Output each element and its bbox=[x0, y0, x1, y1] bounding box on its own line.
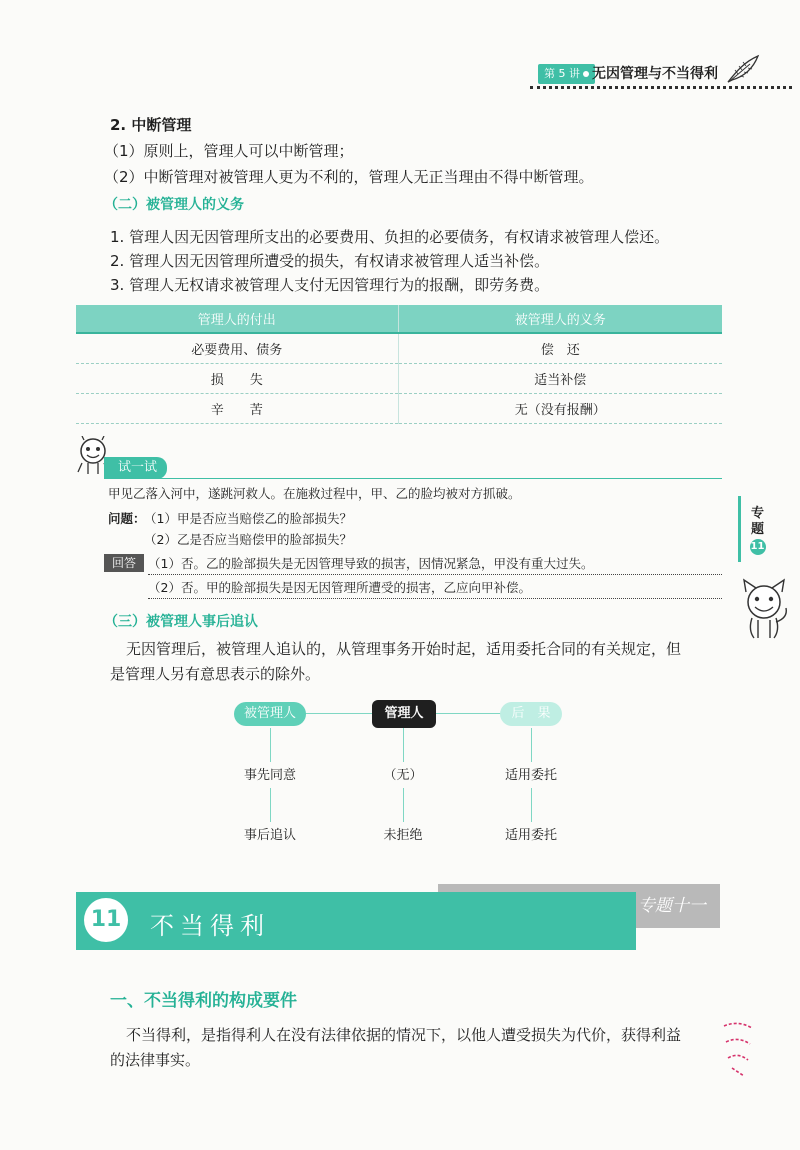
duties-item-2: 2. 管理人因无因管理所遭受的损失，有权请求被管理人适当补偿。 bbox=[110, 252, 550, 270]
section-one-para-line2: 的法律事实。 bbox=[110, 1051, 201, 1069]
table-cell: 损 失 bbox=[76, 363, 398, 393]
section-one-heading: 一、不当得利的构成要件 bbox=[110, 991, 297, 1011]
duties-item-1: 1. 管理人因无因管理所支出的必要费用、负担的必要债务，有权请求被管理人偿还。 bbox=[110, 228, 670, 246]
table-cell: 偿 还 bbox=[398, 333, 722, 363]
flow-line bbox=[270, 788, 271, 822]
table-row bbox=[76, 393, 722, 423]
chapter-tag: 第 5 讲 bbox=[538, 64, 595, 84]
table-cell: 适当补偿 bbox=[398, 363, 722, 393]
flow-head-manager: 管理人 bbox=[372, 700, 436, 728]
answer-dotted-rule bbox=[148, 574, 722, 575]
flow-head-principal: 被管理人 bbox=[234, 702, 306, 726]
question-1: （1）甲是否应当赔偿乙的脸部损失？ bbox=[144, 511, 352, 526]
flow-line bbox=[531, 728, 532, 762]
table-header-principal: 被管理人的义务 bbox=[398, 305, 722, 333]
flow-node: 事后追认 bbox=[243, 828, 296, 843]
duties-item-3: 3. 管理人无权请求被管理人支付无因管理行为的报酬，即劳务费。 bbox=[110, 276, 550, 294]
flow-node: 未拒绝 bbox=[383, 828, 423, 843]
flow-line bbox=[270, 728, 271, 762]
flow-head-consequence: 后 果 bbox=[500, 702, 562, 726]
running-header-title: 无因管理与不当得利 bbox=[592, 66, 718, 82]
try-it-rule bbox=[104, 478, 722, 479]
flow-line bbox=[531, 788, 532, 822]
ratify-para-line1: 无因管理后，被管理人追认的，从管理事务开始时起，适用委托合同的有关规定，但 bbox=[126, 640, 682, 658]
chapter-banner-label: 专题十一 bbox=[438, 884, 720, 928]
ratify-para-line2: 是管理人另有意思表示的除外。 bbox=[110, 665, 321, 683]
chapter-title: 不当得利 bbox=[150, 912, 270, 940]
answer-badge: 回答 bbox=[104, 554, 144, 572]
question-label: 问题： bbox=[108, 511, 146, 526]
flow-node: 适用委托 bbox=[504, 768, 557, 783]
chapter-number: 11 bbox=[84, 898, 128, 942]
flow-node: （无） bbox=[383, 768, 423, 783]
section-one-para-line1: 不当得利，是指得利人在没有法律依据的情况下，以他人遭受损失为代价，获得利益 bbox=[126, 1026, 682, 1044]
feather-icon bbox=[726, 54, 760, 84]
obligation-table bbox=[76, 305, 722, 424]
table-cell: 辛 苦 bbox=[76, 393, 398, 423]
answer-dotted-rule bbox=[148, 598, 722, 599]
flow-line bbox=[403, 728, 404, 762]
table-cell: 必要费用、债务 bbox=[76, 333, 398, 363]
interrupt-item-1: （1）原则上，管理人可以中断管理； bbox=[104, 142, 354, 160]
cat-mascot-icon bbox=[736, 578, 792, 640]
table-cell: 无（没有报酬） bbox=[398, 393, 722, 423]
flow-node: 事先同意 bbox=[243, 768, 296, 783]
side-chapter-tab[interactable] bbox=[738, 496, 774, 562]
duties-heading: （二）被管理人的义务 bbox=[104, 197, 244, 213]
answer-1: （1）否。乙的脸部损失是无因管理导致的损害，因情况紧急，甲没有重大过失。 bbox=[148, 556, 594, 571]
table-row bbox=[76, 333, 722, 363]
try-it-label: 试一试 bbox=[104, 457, 167, 479]
side-tab-label: 专题 bbox=[750, 506, 764, 537]
interrupt-item-2: （2）中断管理对被管理人更为不利的，管理人无正当理由不得中断管理。 bbox=[104, 168, 594, 186]
answer-2: （2）否。甲的脸部损失是因无因管理所遭受的损害，乙应向甲补偿。 bbox=[148, 580, 531, 595]
side-tab-number: 11 bbox=[750, 539, 766, 555]
stamp-icon bbox=[718, 1018, 758, 1078]
question-2: （2）乙是否应当赔偿甲的脸部损失？ bbox=[144, 532, 352, 547]
interrupt-heading: 2. 中断管理 bbox=[110, 116, 192, 134]
table-header-manager: 管理人的付出 bbox=[76, 305, 398, 333]
table-row bbox=[76, 363, 722, 393]
flow-line bbox=[403, 788, 404, 822]
header-dotted-rule bbox=[530, 86, 792, 89]
flow-node: 适用委托 bbox=[504, 828, 557, 843]
ratify-heading: （三）被管理人事后追认 bbox=[104, 614, 258, 630]
try-scenario: 甲见乙落入河中，遂跳河救人。在施救过程中，甲、乙的脸均被对方抓破。 bbox=[108, 486, 521, 501]
